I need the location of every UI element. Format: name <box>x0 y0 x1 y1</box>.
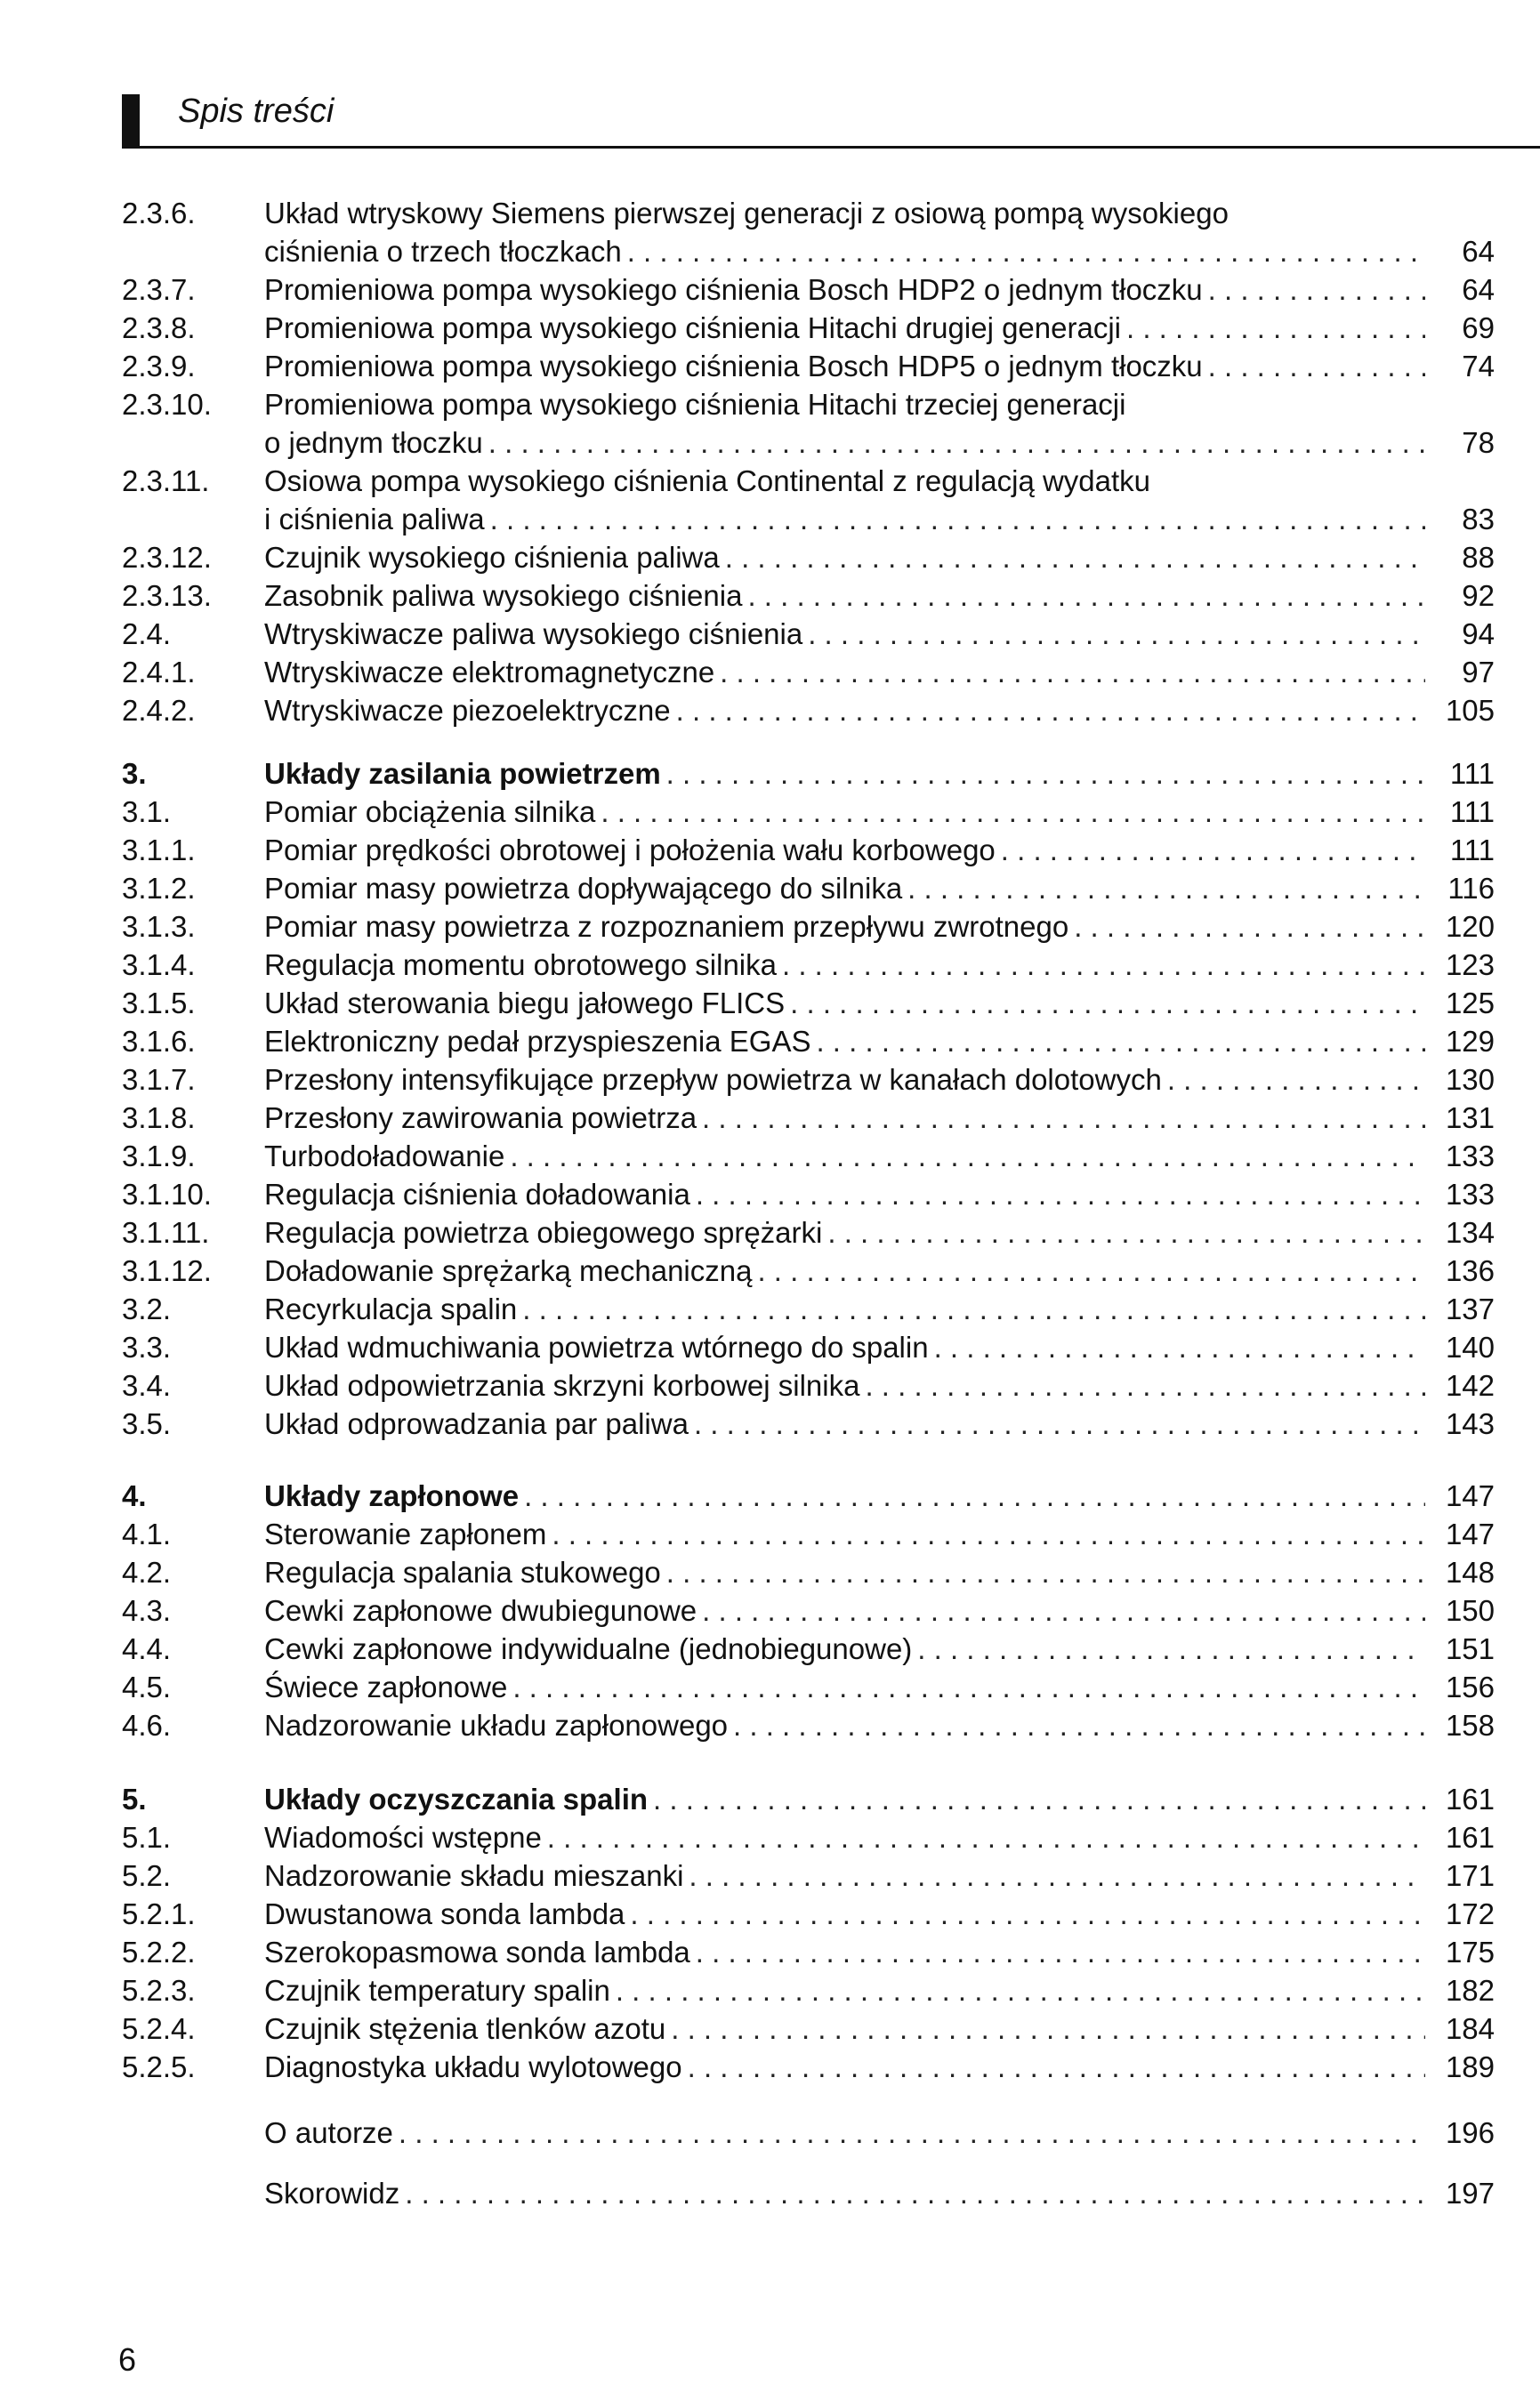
toc-entry-title: Promieniowa pompa wysokiego ciśnienia Bosch HDP5 o jednym tłoczku <box>264 350 1203 383</box>
toc-entry <box>122 1630 1495 1668</box>
dot-leader <box>653 1780 1425 1818</box>
toc-entry-title: Osiowa pompa wysokiego ciśnienia Continental z regulacją wydatku <box>264 464 1151 497</box>
dot-leader <box>808 615 1425 653</box>
toc-entry-title: Układ sterowania biegu jałowego FLICS <box>264 987 786 1019</box>
toc-entry-number: 3.1. <box>122 795 172 828</box>
toc-entry-page: 125 <box>1445 987 1495 1019</box>
toc-entry-title: Recyrkulacja spalin <box>264 1293 518 1325</box>
toc-entry-page: 136 <box>1445 1254 1495 1287</box>
dot-leader <box>702 1591 1425 1630</box>
toc-entry <box>122 1895 1495 1933</box>
dot-leader <box>694 1405 1425 1443</box>
toc-entry-page: 88 <box>1462 541 1495 574</box>
toc-entry-title: O autorze <box>264 2116 393 2149</box>
toc-entry-number: 3.2. <box>122 1293 172 1325</box>
toc-entry-title: Doładowanie sprężarką mechaniczną <box>264 1254 753 1287</box>
toc-entry-page: 161 <box>1445 1783 1495 1816</box>
header-marker-block <box>122 94 140 148</box>
toc-entry-title: Pomiar prędkości obrotowej i położenia wału korbowego <box>264 834 996 866</box>
toc-entry-title: Regulacja spalania stukowego <box>264 1556 661 1589</box>
toc-entry-page: 78 <box>1462 426 1495 459</box>
toc-entry <box>122 1933 1495 1971</box>
toc-entry <box>122 309 1495 347</box>
toc-entry-title: o jednym tłoczku <box>264 426 483 459</box>
toc-entry-page: 172 <box>1445 1897 1495 1930</box>
toc-entry <box>122 1856 1495 1895</box>
toc-entry-title: Pomiar masy powietrza z rozpoznaniem przepływu zwrotnego <box>264 910 1069 943</box>
toc-entry <box>122 2048 1495 2086</box>
dot-leader <box>547 1818 1425 1856</box>
dot-leader <box>688 2048 1425 2086</box>
toc-entry-page: 74 <box>1462 350 1495 383</box>
toc-group-chapter-2 <box>122 194 1495 729</box>
toc-entry <box>122 423 1495 462</box>
toc-entry <box>122 691 1495 729</box>
toc-entry-number: 3.1.6. <box>122 1025 196 1058</box>
toc-entry <box>122 1971 1495 2009</box>
toc-entry-title: Turbodoładowanie <box>264 1140 505 1172</box>
toc-entry <box>122 1252 1495 1290</box>
toc-entry-page: 142 <box>1445 1369 1495 1402</box>
toc-entry-number: 3.1.4. <box>122 948 196 981</box>
dot-leader <box>702 1099 1425 1137</box>
toc-entry-title: Diagnostyka układu wylotowego <box>264 2050 682 2083</box>
page-title: Spis treści <box>178 93 335 130</box>
toc-entry-page: 189 <box>1445 2050 1495 2083</box>
toc-entry-title: Elektroniczny pedał przyspieszenia EGAS <box>264 1025 811 1058</box>
toc-entry <box>122 462 1495 500</box>
toc-entry-page: 92 <box>1462 579 1495 612</box>
toc-entry-title: Regulacja momentu obrotowego silnika <box>264 948 777 981</box>
toc-entry-number: 3.1.12. <box>122 1254 212 1287</box>
toc-entry <box>122 1290 1495 1328</box>
toc-entry-title: Przesłony zawirowania powietrza <box>264 1101 697 1134</box>
dot-leader <box>747 576 1425 615</box>
toc-entry-title: Nadzorowanie składu mieszanki <box>264 1859 684 1892</box>
dot-leader <box>934 1328 1425 1366</box>
toc-entry-title: Skorowidz <box>264 2177 400 2210</box>
toc-entry <box>122 1213 1495 1252</box>
toc-entry-title: Układy zapłonowe <box>264 1479 520 1512</box>
toc-entry-page: 111 <box>1449 795 1495 828</box>
toc-entry-number: 3.5. <box>122 1407 172 1440</box>
toc-entry-number: 4.5. <box>122 1671 172 1703</box>
toc-entry <box>122 347 1495 385</box>
toc-entry-number: 2.3.12. <box>122 541 212 574</box>
dot-leader <box>790 984 1425 1022</box>
dot-leader <box>1074 907 1425 946</box>
toc-entry-number: 5.2.1. <box>122 1897 196 1930</box>
dot-leader <box>627 232 1425 270</box>
toc-entry-title: Pomiar masy powietrza dopływającego do silnika <box>264 872 903 905</box>
dot-leader <box>827 1213 1425 1252</box>
toc-entry-number: 2.3.13. <box>122 579 212 612</box>
toc-entry <box>122 2174 1495 2212</box>
toc-entry <box>122 2009 1495 2048</box>
toc-entry-title: ciśnienia o trzech tłoczkach <box>264 235 622 268</box>
dot-leader <box>689 1856 1425 1895</box>
toc-entry-page: 116 <box>1447 872 1495 905</box>
toc-entry-page: 111 <box>1449 834 1495 866</box>
toc-entry-page: 182 <box>1445 1974 1495 2007</box>
dot-leader <box>696 1175 1425 1213</box>
toc-entry-page: 134 <box>1445 1216 1495 1249</box>
toc-entry <box>122 984 1495 1022</box>
toc-entry-number: 5.2.2. <box>122 1936 196 1969</box>
toc-entry-page: 161 <box>1445 1821 1495 1854</box>
toc-entry-title: Czujnik temperatury spalin <box>264 1974 610 2007</box>
toc-entry-number: 4.3. <box>122 1594 172 1627</box>
dot-leader <box>917 1630 1425 1668</box>
dot-leader <box>782 946 1425 984</box>
toc-entry-number: 3.1.7. <box>122 1063 196 1096</box>
dot-leader <box>733 1706 1425 1744</box>
dot-leader <box>399 2114 1425 2152</box>
dot-leader <box>601 793 1425 831</box>
toc-entry-page: 83 <box>1462 503 1495 536</box>
dot-leader <box>757 1252 1425 1290</box>
dot-leader <box>490 500 1425 538</box>
toc-entry <box>122 1668 1495 1706</box>
toc-entry-number: 4. <box>122 1479 147 1512</box>
toc-entry <box>122 831 1495 869</box>
dot-leader <box>616 1971 1425 2009</box>
toc-entry-page: 64 <box>1462 273 1495 306</box>
dot-leader <box>1167 1060 1425 1099</box>
toc-entry <box>122 869 1495 907</box>
toc-entry-number: 4.6. <box>122 1709 172 1742</box>
dot-leader <box>666 754 1425 793</box>
toc-entry-page: 94 <box>1462 617 1495 650</box>
dot-leader <box>676 691 1425 729</box>
toc-entry <box>122 754 1495 793</box>
dot-leader <box>488 423 1425 462</box>
dot-leader <box>720 653 1425 691</box>
toc-entry <box>122 1706 1495 1744</box>
toc-entry-title: Czujnik stężenia tlenków azotu <box>264 2012 666 2045</box>
toc-entry-number: 2.4.1. <box>122 656 196 689</box>
toc-entry <box>122 2114 1495 2152</box>
toc-entry-title: Wtryskiwacze paliwa wysokiego ciśnienia <box>264 617 803 650</box>
dot-leader <box>671 2009 1425 2048</box>
toc-entry-number: 2.3.6. <box>122 197 196 230</box>
toc-entry-title: Cewki zapłonowe indywidualne (jednobiegunowe) <box>264 1632 913 1665</box>
toc-entry <box>122 1328 1495 1366</box>
toc-group-index <box>122 2174 1495 2212</box>
toc-entry-page: 137 <box>1445 1293 1495 1325</box>
toc-entry-number: 2.3.7. <box>122 273 196 306</box>
toc-entry-page: 143 <box>1445 1407 1495 1440</box>
toc-entry-title: Wtryskiwacze elektromagnetyczne <box>264 656 715 689</box>
toc-entry-page: 69 <box>1462 311 1495 344</box>
toc-entry-title: Układ wdmuchiwania powietrza wtórnego do spalin <box>264 1331 929 1364</box>
toc-entry-page: 120 <box>1445 910 1495 943</box>
toc-entry-title: Regulacja ciśnienia doładowania <box>264 1178 690 1211</box>
toc-entry <box>122 270 1495 309</box>
toc-entry-page: 197 <box>1445 2177 1495 2210</box>
toc-entry-number: 5.2. <box>122 1859 172 1892</box>
toc-entry <box>122 538 1495 576</box>
toc-entry-number: 4.1. <box>122 1518 172 1550</box>
toc-entry <box>122 194 1495 232</box>
toc-entry-title: Nadzorowanie układu zapłonowego <box>264 1709 729 1742</box>
toc-entry <box>122 653 1495 691</box>
toc-entry <box>122 946 1495 984</box>
toc-entry <box>122 1099 1495 1137</box>
toc-entry-number: 3.1.10. <box>122 1178 212 1211</box>
toc-entry-number: 3.1.1. <box>122 834 196 866</box>
toc-entry <box>122 1553 1495 1591</box>
toc-entry <box>122 1022 1495 1060</box>
toc-entry-page: 133 <box>1445 1140 1495 1172</box>
toc-entry <box>122 1515 1495 1553</box>
toc-entry <box>122 615 1495 653</box>
toc-entry <box>122 1366 1495 1405</box>
toc-entry-page: 158 <box>1445 1709 1495 1742</box>
dot-leader <box>725 538 1425 576</box>
toc-entry <box>122 907 1495 946</box>
toc-entry-page: 129 <box>1445 1025 1495 1058</box>
toc-entry-title: Układ wtryskowy Siemens pierwszej generacji z osiową pompą wysokiego <box>264 197 1229 230</box>
toc-entry-page: 123 <box>1445 948 1495 981</box>
toc-entry-number: 3.1.9. <box>122 1140 196 1172</box>
dot-leader <box>405 2174 1425 2212</box>
toc-entry <box>122 1780 1495 1818</box>
toc-entry-number: 2.3.9. <box>122 350 196 383</box>
toc-entry-number: 2.3.8. <box>122 311 196 344</box>
dot-leader <box>1126 309 1425 347</box>
dot-leader <box>510 1137 1425 1175</box>
dot-leader <box>865 1366 1425 1405</box>
toc-group-chapter-4 <box>122 1477 1495 1744</box>
toc-entry <box>122 1477 1495 1515</box>
toc-entry-number: 3. <box>122 757 147 790</box>
dot-leader <box>1208 270 1425 309</box>
toc-entry-number: 4.2. <box>122 1556 172 1589</box>
toc-entry-number: 5.2.3. <box>122 1974 196 2007</box>
toc-group-chapter-3 <box>122 754 1495 1443</box>
toc-entry <box>122 1060 1495 1099</box>
toc-entry-number: 3.1.11. <box>122 1216 210 1249</box>
toc-entry-page: 175 <box>1445 1936 1495 1969</box>
page-number: 6 <box>118 2341 137 2378</box>
toc-entry-title: Układy oczyszczania spalin <box>264 1783 649 1816</box>
dot-leader <box>816 1022 1425 1060</box>
toc-entry-title: Szerokopasmowa sonda lambda <box>264 1936 690 1969</box>
toc-entry-title: i ciśnienia paliwa <box>264 503 485 536</box>
toc-entry-page: 64 <box>1462 235 1495 268</box>
toc-entry-number: 2.4.2. <box>122 694 196 727</box>
toc-entry-page: 147 <box>1445 1518 1495 1550</box>
toc-entry-number: 5.2.4. <box>122 2012 196 2045</box>
toc-entry <box>122 1175 1495 1213</box>
toc-entry-number: 3.3. <box>122 1331 172 1364</box>
toc-entry-page: 148 <box>1445 1556 1495 1589</box>
toc-entry-number: 5.1. <box>122 1821 172 1854</box>
toc-entry-title: Świece zapłonowe <box>264 1671 508 1703</box>
toc-entry-title: Cewki zapłonowe dwubiegunowe <box>264 1594 697 1627</box>
toc-entry-number: 3.1.5. <box>122 987 196 1019</box>
toc-entry-title: Sterowanie zapłonem <box>264 1518 547 1550</box>
toc-entry-number: 2.3.10. <box>122 388 212 421</box>
toc-entry-title: Zasobnik paliwa wysokiego ciśnienia <box>264 579 743 612</box>
toc-entry-page: 184 <box>1445 2012 1495 2045</box>
dot-leader <box>1001 831 1425 869</box>
toc-entry-title: Promieniowa pompa wysokiego ciśnienia Hitachi trzeciej generacji <box>264 388 1126 421</box>
toc-entry <box>122 500 1495 538</box>
dot-leader <box>522 1290 1425 1328</box>
toc-entry <box>122 385 1495 423</box>
toc-entry-number: 3.1.8. <box>122 1101 196 1134</box>
toc-entry <box>122 793 1495 831</box>
toc-entry-page: 196 <box>1445 2116 1495 2149</box>
toc-entry-title: Dwustanowa sonda lambda <box>264 1897 625 1930</box>
toc-entry <box>122 1405 1495 1443</box>
toc-entry-number: 5.2.5. <box>122 2050 196 2083</box>
toc-entry-number: 2.4. <box>122 617 172 650</box>
toc-entry-title: Wtryskiwacze piezoelektryczne <box>264 694 671 727</box>
toc-group-chapter-5 <box>122 1780 1495 2086</box>
header-rule <box>122 146 1540 149</box>
toc-entry-page: 150 <box>1445 1594 1495 1627</box>
toc-entry <box>122 232 1495 270</box>
toc-entry-title: Przesłony intensyfikujące przepływ powietrza w kanałach dolotowych <box>264 1063 1162 1096</box>
toc-entry-page: 171 <box>1445 1859 1495 1892</box>
toc-entry-title: Wiadomości wstępne <box>264 1821 542 1854</box>
toc-entry-title: Układ odpowietrzania skrzyni korbowej silnika <box>264 1369 860 1402</box>
dot-leader <box>630 1895 1425 1933</box>
toc-entry-number: 2.3.11. <box>122 464 210 497</box>
toc-entry-number: 5. <box>122 1783 147 1816</box>
toc-entry-page: 131 <box>1445 1101 1495 1134</box>
dot-leader <box>666 1553 1425 1591</box>
toc-entry-page: 97 <box>1462 656 1495 689</box>
toc-entry-page: 151 <box>1445 1632 1495 1665</box>
dot-leader <box>907 869 1425 907</box>
toc-entry-page: 156 <box>1445 1671 1495 1703</box>
toc-entry-number: 3.1.3. <box>122 910 196 943</box>
toc-entry-title: Pomiar obciążenia silnika <box>264 795 596 828</box>
dot-leader <box>1208 347 1425 385</box>
toc-entry-number: 3.4. <box>122 1369 172 1402</box>
toc-entry-page: 147 <box>1445 1479 1495 1512</box>
toc-entry-title: Promieniowa pompa wysokiego ciśnienia Hitachi drugiej generacji <box>264 311 1121 344</box>
dot-leader <box>696 1933 1425 1971</box>
dot-leader <box>552 1515 1425 1553</box>
toc-entry-page: 130 <box>1445 1063 1495 1096</box>
toc-entry-title: Układ odprowadzania par paliwa <box>264 1407 689 1440</box>
toc-entry <box>122 576 1495 615</box>
toc-entry-page: 133 <box>1445 1178 1495 1211</box>
toc-entry-number: 4.4. <box>122 1632 172 1665</box>
toc-entry-page: 111 <box>1449 757 1495 790</box>
toc-entry <box>122 1818 1495 1856</box>
dot-leader <box>524 1477 1425 1515</box>
toc-entry <box>122 1137 1495 1175</box>
dot-leader <box>512 1668 1425 1706</box>
toc-entry-number: 3.1.2. <box>122 872 196 905</box>
toc-group-author <box>122 2114 1495 2152</box>
toc-entry-page: 140 <box>1445 1331 1495 1364</box>
toc-entry-page: 105 <box>1445 694 1495 727</box>
toc-entry-title: Układy zasilania powietrzem <box>264 757 661 790</box>
toc-entry-title: Promieniowa pompa wysokiego ciśnienia Bosch HDP2 o jednym tłoczku <box>264 273 1203 306</box>
toc-entry-title: Czujnik wysokiego ciśnienia paliwa <box>264 541 720 574</box>
toc-entry <box>122 1591 1495 1630</box>
toc-entry-title: Regulacja powietrza obiegowego sprężarki <box>264 1216 823 1249</box>
